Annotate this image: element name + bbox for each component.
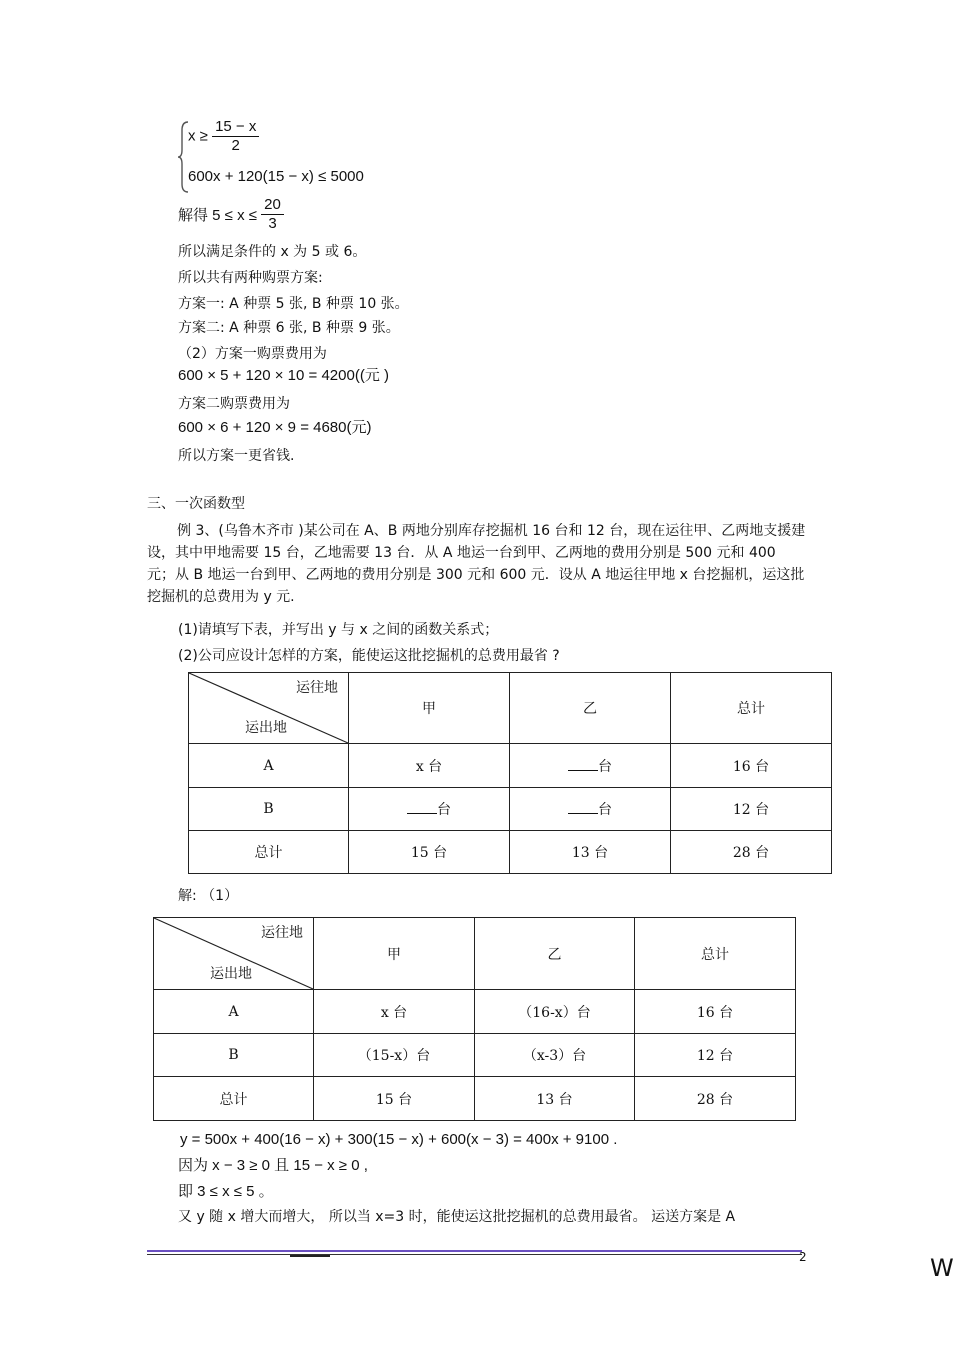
inequality-1 [188, 118, 259, 155]
cell: 13 台 [510, 831, 671, 874]
cell: 16 台 [671, 744, 832, 788]
solve-denominator: 3 [268, 215, 277, 232]
cell: （16-x）台 [475, 990, 635, 1034]
blank-cell [349, 788, 510, 831]
cell: 13 台 [475, 1077, 635, 1121]
blank-cell [510, 788, 671, 831]
answer-label: 解: （1） [178, 888, 239, 904]
header-jia: 甲 [349, 673, 510, 744]
cell: 12 台 [671, 788, 832, 831]
inequality-2: 600x + 120(15 − x) ≤ 5000 [188, 168, 364, 185]
fill-blank [568, 756, 598, 771]
question-2: (2)公司应设计怎样的方案，能使运这批挖掘机的总费用最省 ? [178, 648, 560, 664]
header-total: 总计 [671, 673, 832, 744]
header-dest: 运往地 [296, 680, 338, 696]
text-line: 所以方案一更省钱. [178, 448, 295, 464]
row-label: 总计 [189, 831, 349, 874]
cell-unit: 台 [598, 802, 612, 818]
cell: 16 台 [635, 990, 796, 1034]
table-row [189, 744, 832, 788]
fill-blank [568, 799, 598, 814]
cost-equation: y = 500x + 400(16 − x) + 300(15 − x) + 600(x − 3) = 400x + 9100 . [180, 1131, 618, 1148]
header-origin: 运出地 [245, 720, 287, 736]
table-row [154, 1077, 796, 1121]
table-row [154, 1034, 796, 1077]
table-blank [188, 672, 832, 874]
ineq1-numerator: 15 − x [212, 118, 259, 137]
cell: 28 台 [635, 1077, 796, 1121]
math-line: 600 × 5 + 120 × 10 = 4200((元 ) [178, 367, 389, 384]
row-label: A [189, 744, 349, 788]
text-line: 方案二购票费用为 [178, 396, 290, 412]
cell: x 台 [314, 990, 475, 1034]
footer-mark [290, 1255, 330, 1257]
row-label: B [189, 788, 349, 831]
cell: 15 台 [314, 1077, 475, 1121]
ineq1-denominator: 2 [231, 137, 240, 154]
text-line: 方案二: A 种票 6 张, B 种票 9 张。 [178, 320, 400, 336]
range-line: 即 3 ≤ x ≤ 5 。 [178, 1183, 274, 1200]
cell-unit: 台 [598, 758, 612, 775]
header-yi: 乙 [475, 918, 635, 990]
cell-unit: 台 [437, 802, 451, 818]
text-line: 方案一: A 种票 5 张, B 种票 10 张。 [178, 296, 409, 312]
ineq1-lhs: x ≥ [188, 127, 208, 145]
table-row [154, 990, 796, 1034]
text-line: 所以共有两种购票方案: [178, 270, 323, 286]
header-origin: 运出地 [210, 966, 252, 982]
cell: 15 台 [349, 831, 510, 874]
footer-rule-dark [147, 1254, 802, 1255]
footer-rule-purple [147, 1250, 802, 1252]
table-row [189, 831, 832, 874]
cell: 28 台 [671, 831, 832, 874]
solve-fraction [261, 196, 284, 233]
text-line: （2）方案一购票费用为 [178, 346, 327, 362]
page-number: 2 [799, 1250, 807, 1264]
fill-blank [407, 799, 437, 814]
diagonal-header-cell [189, 673, 349, 744]
problem-text: 例 3、(乌鲁木齐市 )某公司在 A、B 两地分别库存挖掘机 16 台和 12 台，现在运往甲、乙两地支援建设，其中甲地需要 15 台，乙地需要 13 台．从 A 地运一台到甲、乙两地的费用分别是 500 元和 400 元；从 B 地运一台到甲、乙两地的费用分别是 300 元和 600 元．设从 A 地运往甲地 x 台挖掘机，运这批挖掘机的总费用为 y 元. [147, 523, 806, 605]
edge-mark: W [930, 1254, 954, 1282]
conclusion-line: 又 y 随 x 增大而增大， 所以当 x=3 时，能使运这批挖掘机的总费用最省。 运送方案是 A [178, 1209, 736, 1225]
table-row [189, 788, 832, 831]
cell: （x-3）台 [475, 1034, 635, 1077]
header-jia: 甲 [314, 918, 475, 990]
cell: 12 台 [635, 1034, 796, 1077]
header-dest: 运往地 [261, 925, 303, 941]
ineq1-fraction [212, 118, 259, 155]
solve-numerator: 20 [261, 196, 284, 215]
cell: （15-x）台 [314, 1034, 475, 1077]
cell: x 台 [349, 744, 510, 788]
header-total: 总计 [635, 918, 796, 990]
table-filled [153, 917, 796, 1121]
text-line: 所以满足条件的 x 为 5 或 6。 [178, 244, 367, 260]
solve-line [178, 196, 284, 233]
section-heading: 三、一次函数型 [147, 496, 245, 512]
condition-line: 因为 x − 3 ≥ 0 且 15 − x ≥ 0 , [178, 1157, 368, 1174]
solve-prefix: 解得 5 ≤ x ≤ [178, 207, 257, 224]
question-1: (1)请填写下表，并写出 y 与 x 之间的函数关系式； [178, 622, 499, 638]
math-line: 600 × 6 + 120 × 9 = 4680(元) [178, 419, 372, 436]
blank-cell [510, 744, 671, 788]
diagonal-header-cell [154, 918, 314, 990]
row-label: A [154, 990, 314, 1034]
row-label: 总计 [154, 1077, 314, 1121]
row-label: B [154, 1034, 314, 1077]
header-yi: 乙 [510, 673, 671, 744]
